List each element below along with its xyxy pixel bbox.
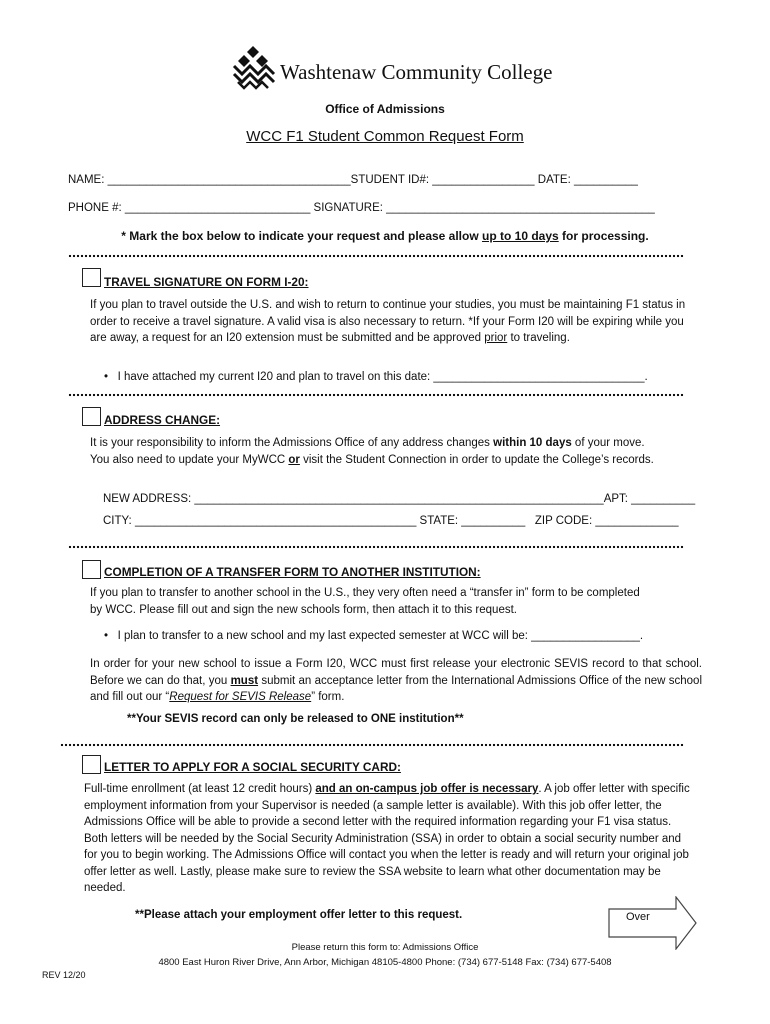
footer-return-line: Please return this form to: Admissions Office (291, 942, 479, 953)
over-label: Over (626, 911, 650, 923)
sevis-note: **Your SEVIS record can only be released to ONE institution** (127, 713, 464, 725)
address-section-title: ADDRESS CHANGE: (104, 413, 221, 427)
transfer-section-title: COMPLETION OF A TRANSFER FORM TO ANOTHER INSTITUTION: (104, 565, 481, 579)
travel-paragraph: If you plan to travel outside the U.S. and wish to return to continue your studies, you must be maintaining F1 status in order to receive a travel signature. A valid visa is also necessary to return. *If your Form I20 will be expiring while you are away, a request for an I20 extension must be submitted and be approved prior to traveling. (90, 299, 686, 344)
ssn-letter-checkbox[interactable] (82, 755, 101, 774)
travel-section-title: TRAVEL SIGNATURE ON FORM I-20: (104, 275, 309, 289)
address-paragraph-2: You also need to update your MyWCC or visit the Student Connection in order to update the College’s records. (90, 454, 654, 466)
city-state-zip-field[interactable]: CITY: ____________________________________________ STATE: __________ ZIP CODE: _____________ (103, 515, 679, 527)
dotted-divider (68, 393, 684, 397)
travel-signature-checkbox[interactable] (82, 268, 101, 287)
ssn-paragraph: Full-time enrollment (at least 12 credit hours) and an on-campus job offer is necessary. A job offer letter with specific employment information from your Supervisor is needed (a sample letter is available). With this job offer letter, the Admissions Office will be able to provide a second letter with the required information regarding your F1 visa status. Both letters will be needed by the Social Security Administration (SSA) in order to obtain a social security number and for you to begin working. The Admissions Office will contact you when the letter is ready and will return your original job offer letter as well. Lastly, please make sure to review the SSA website to learn what other documentation may be needed. (84, 783, 690, 894)
form-title: WCC F1 Student Common Request Form (246, 128, 524, 145)
college-logo (230, 44, 560, 92)
instruction-notice: * Mark the box below to indicate your request and please allow up to 10 days for processing. (121, 229, 649, 243)
travel-bullet[interactable]: • I have attached my current I20 and plan to travel on this date: _________________________________. (104, 371, 648, 383)
phone-signature-line[interactable]: PHONE #: _____________________________ SIGNATURE: __________________________________________ (68, 202, 655, 214)
address-change-checkbox[interactable] (82, 407, 101, 426)
college-name: Washtenaw Community College (280, 60, 553, 84)
transfer-paragraph-1: If you plan to transfer to another school in the U.S., they very often need a “transfer in” form to be completed by WCC. Please fill out and sign the new schools form, then attach it to this request. (90, 587, 640, 616)
logo-diamond-icon (230, 44, 276, 92)
office-heading: Office of Admissions (325, 102, 445, 116)
revision-label: REV 12/20 (42, 970, 86, 980)
transfer-paragraph-2: In order for your new school to issue a Form I20, WCC must first release your electronic SEVIS record to that school. Before we can do that, you must submit an acceptance letter from the International Admissions Office of the new school and fill out our “Request for SEVIS Release” form. (90, 658, 702, 703)
footer-address-line: 4800 East Huron River Drive, Ann Arbor, Michigan 48105-4800 Phone: (734) 677-5148 Fax: (734) 677-5408 (158, 957, 612, 968)
ssn-section-title: LETTER TO APPLY FOR A SOCIAL SECURITY CARD: (104, 760, 401, 774)
employment-letter-note: **Please attach your employment offer letter to this request. (135, 909, 463, 921)
transfer-form-checkbox[interactable] (82, 560, 101, 579)
dotted-divider (68, 545, 684, 549)
transfer-bullet[interactable]: • I plan to transfer to a new school and my last expected semester at WCC will be: _________________. (104, 630, 644, 642)
dotted-divider (68, 254, 684, 258)
dotted-divider (60, 743, 684, 747)
address-paragraph-1: It is your responsibility to inform the Admissions Office of any address changes within 10 days of your move. (90, 437, 645, 449)
identity-fields-line[interactable]: NAME: ______________________________________STUDENT ID#: ________________ DATE: __________ (68, 174, 638, 186)
new-address-field[interactable]: NEW ADDRESS: ________________________________________________________________APT: __________ (103, 493, 696, 505)
